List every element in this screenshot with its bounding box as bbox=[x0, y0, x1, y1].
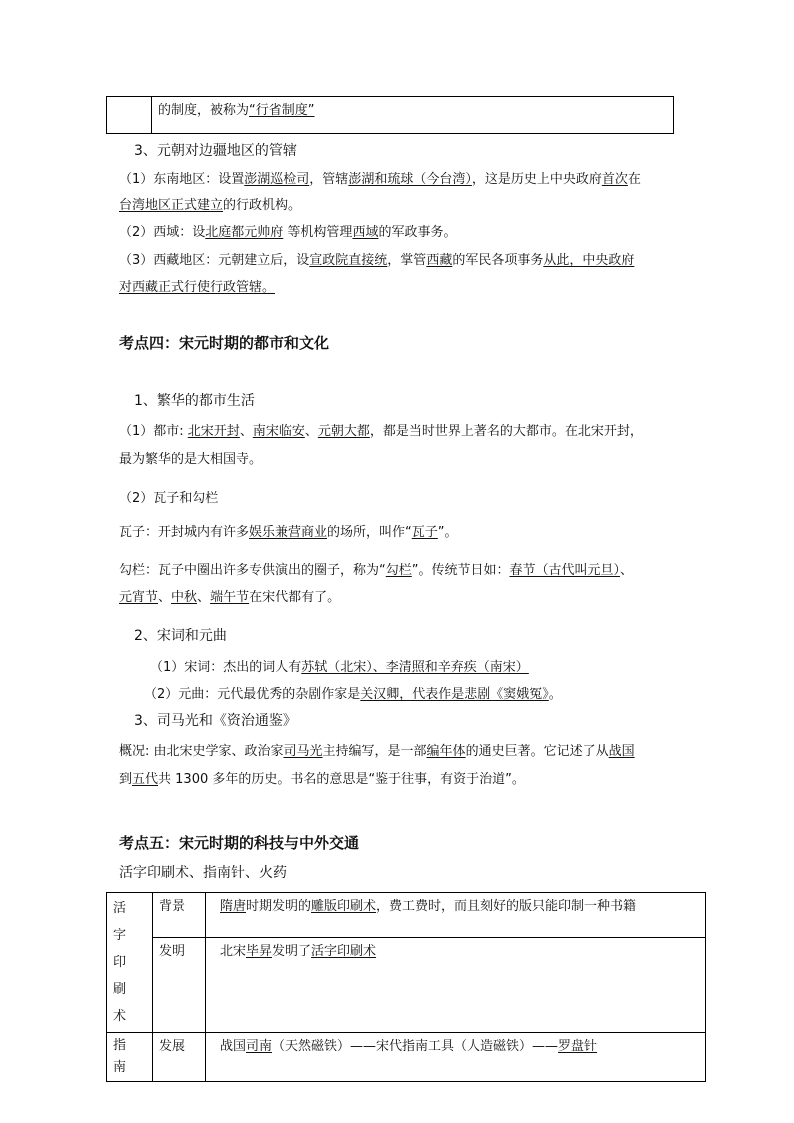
section-title-frontier: 3、元朝对边疆地区的管辖 bbox=[134, 143, 297, 159]
heading-kp5: 考点五：宋元时期的科技与中外交通 bbox=[119, 834, 360, 852]
tech-key-background: 背景 bbox=[153, 893, 206, 938]
frontier-southeast-cont: 台湾地区正式建立的行政机构。 bbox=[119, 198, 302, 213]
frontier-xiyu: （2）西域：设北庭都元帅府 等机构管理西域的军政事务。 bbox=[119, 225, 457, 240]
city-line-cont: 最为繁华的是大相国寺。 bbox=[119, 452, 263, 467]
frontier-tibet-cont: 对西藏正式行使行政管辖。 bbox=[119, 280, 276, 295]
tech-table bbox=[106, 892, 706, 1082]
cell-text-underlined: “行省制度” bbox=[249, 103, 315, 118]
wazi-title: （2）瓦子和勾栏 bbox=[119, 491, 219, 506]
wazi-line: 瓦子：开封城内有许多娱乐兼营商业的场所，叫作“瓦子”。 bbox=[119, 525, 458, 540]
cell-text: 的制度，被称为 bbox=[158, 103, 250, 118]
section-title-ci-qu: 2、宋词和元曲 bbox=[134, 628, 227, 644]
tech-key-development: 发展 bbox=[153, 1033, 206, 1082]
kp5-subtitle: 活字印刷术、指南针、火药 bbox=[119, 865, 287, 881]
tech-val-background: 隋唐时期发明的雕版印刷术，费工费时，而且刻好的版只能印制一种书籍 bbox=[206, 893, 706, 938]
yuanqu-line: （2）元曲：元代最优秀的杂剧作家是关汉卿，代表作是悲剧《窦娥冤》。 bbox=[144, 687, 562, 702]
top-table-empty-cell bbox=[107, 97, 152, 134]
goulan-line-cont: 元宵节、中秋、端午节在宋代都有了。 bbox=[119, 590, 341, 605]
section-title-city: 1、繁华的都市生活 bbox=[134, 393, 255, 409]
tech-val-invention: 北宋毕昇发明了活字印刷术 bbox=[206, 938, 706, 1033]
tech-label-printing: 活 字 印 刷 术 bbox=[107, 893, 153, 1033]
section-title-zizhi: 3、司马光和《资治通鉴》 bbox=[134, 713, 297, 729]
zizhi-line-cont: 到五代共 1300 多年的历史。书名的意思是“鉴于往事，有资于治道”。 bbox=[119, 772, 525, 787]
tech-val-development: 战国司南（天然磁铁）——宋代指南工具（人造磁铁）——罗盘针 bbox=[206, 1033, 706, 1082]
songci-line: （1）宋词：杰出的词人有苏轼（北宋）、李清照和辛弃疾（南宋） bbox=[150, 660, 529, 675]
top-table bbox=[106, 96, 674, 134]
zizhi-line: 概况: 由北宋史学家、政治家司马光主持编写，是一部编年体的通史巨著。它记述了从战国 bbox=[119, 744, 635, 759]
top-table-cell bbox=[152, 97, 674, 134]
frontier-tibet: （3）西藏地区：元朝建立后，设宣政院直接统，掌管西藏的军民各项事务从此，中央政府 bbox=[119, 253, 635, 268]
tech-label-compass: 指 南 bbox=[107, 1033, 153, 1082]
city-line: （1）都市: 北宋开封、南宋临安、元朝大都，都是当时世界上著名的大都市。在北宋开封， bbox=[119, 424, 643, 439]
goulan-line: 勾栏：瓦子中圈出许多专供演出的圈子，称为“勾栏”。传统节日如：春节（古代叫元旦）、 bbox=[119, 563, 634, 578]
frontier-southeast: （1）东南地区：设置澎湖巡检司，管辖澎湖和琉球（今台湾），这是历史上中央政府首次在 bbox=[119, 172, 641, 187]
tech-key-invention: 发明 bbox=[153, 938, 206, 1033]
heading-kp4: 考点四：宋元时期的都市和文化 bbox=[119, 334, 330, 352]
